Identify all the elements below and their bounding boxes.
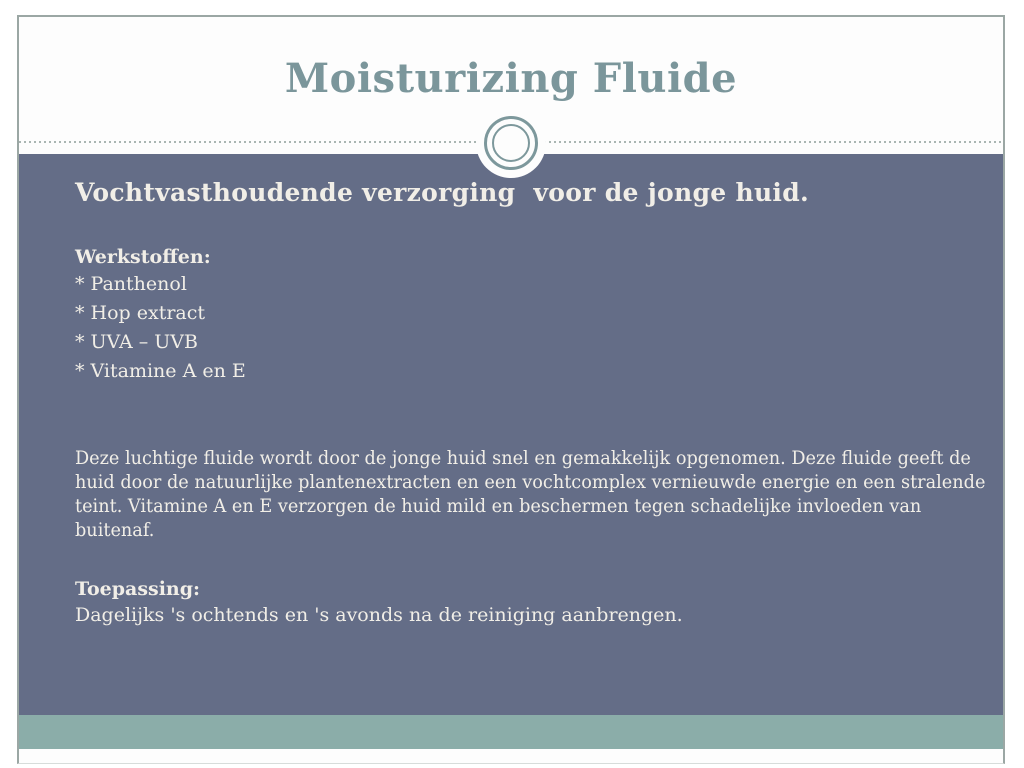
list-item: * Panthenol <box>75 273 187 295</box>
werkstoffen-label: Werkstoffen: <box>75 246 211 268</box>
content-panel <box>19 154 1003 715</box>
list-item: * Vitamine A en E <box>75 360 246 382</box>
body-heading: Vochtvasthoudende verzorging voor de jonge huid. <box>75 178 809 207</box>
toepassing-text: Dagelijks 's ochtends en 's avonds na de reiniging aanbrengen. <box>75 604 683 626</box>
paragraph-line: Deze luchtige fluide wordt door de jonge huid snel en gemakkelijk opgenomen. Deze fluide geeft de <box>75 447 971 469</box>
list-item: * Hop extract <box>75 302 206 324</box>
slide-title: Moisturizing Fluide <box>284 55 738 102</box>
ornament-inner-ring <box>492 124 530 162</box>
paragraph-line: buitenaf. <box>75 519 155 541</box>
accent-bar <box>19 715 1003 749</box>
paragraph-line: huid door de natuurlijke plantenextracten en een vochtcomplex vernieuwde energie en een stralende <box>75 471 986 493</box>
paragraph-line: teint. Vitamine A en E verzorgen de huid mild en beschermen tegen schadelijke invloeden van <box>75 495 922 517</box>
ornament-outer-ring <box>484 116 538 170</box>
list-item: * UVA – UVB <box>75 331 198 353</box>
werkstoffen-list <box>75 270 246 386</box>
description-paragraph <box>75 446 985 542</box>
slide-frame <box>17 15 1005 764</box>
circle-ornament-icon <box>476 108 546 178</box>
toepassing-label: Toepassing: <box>75 578 201 600</box>
